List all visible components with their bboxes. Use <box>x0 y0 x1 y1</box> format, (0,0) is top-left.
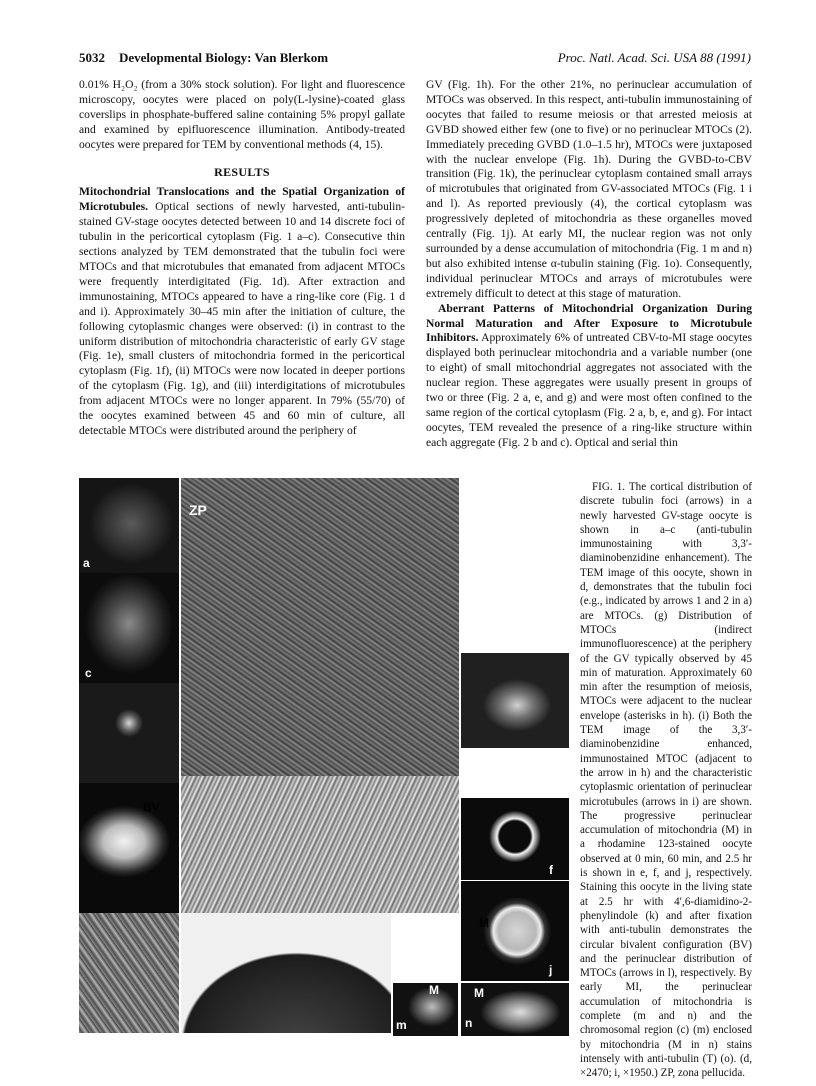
aberrant-paragraph <box>426 302 752 451</box>
panel-l-image <box>181 913 391 1033</box>
results-heading: RESULTS <box>214 164 270 179</box>
page-number: 5032 <box>79 50 105 65</box>
panel-a-image <box>79 478 179 573</box>
panel-n-label: n <box>465 1016 473 1030</box>
figure-1-caption <box>580 480 752 1080</box>
panel-f-label: f <box>549 863 553 877</box>
panel-m-label: m <box>396 1018 407 1032</box>
continued-paragraph: GV (Fig. 1h). For the other 21%, no perinuclear accumulation of MTOCs was observed. In this respect, anti-tubulin immunostaining of oocytes that failed to resume meiosis or that arrested meiosis at GVBD showed either few (one to five) or no perinuclear MTOCs (2). Immediately preceding GVBD (1.0–1.5 hr), MTOCs were juxtaposed with the nuclear envelope (Fig. 1h). During the GVBD-to-CBV transition (Fig. 1k), the perinuclear cytoplasm contained small arrays of microtubules that originated from GV-associated MTOCs (Fig. 1 i and l). As reported previously (4), the cortical cytoplasm was progressively depleted of mitochondria as these organelles moved centrally (Fig. 1j). At early MI, the nuclear region was not only surrounded by a dense accumulation of mitochondria (Fig. 1 m and n) but also exhibited intense α-tubulin staining (Fig. 1o). Consequently, individual perinuclear MTOCs and arrays of microtubules were extremely difficult to detect at this stage of maturation. <box>426 78 752 300</box>
figure-1-caption-text: FIG. 1. The cortical distribution of discrete tubulin foci (arrows) in a newly harvested GV-stage oocyte is shown in a–c (anti-tubulin immunostaining with 3,3′-diaminobenzidine enhancement). The TEM image of this oocyte, shown in d, demonstrates that the tubulin foci (e.g., indicated by arrows 1 and 2 in a) are MTOCs. (g) Distribution of MTOCs (indirect immunofluorescence) at the periphery of the GV typically observed by 45 min of maturation. Approximately 60 min after the resumption of meiosis, MTOCs were adjacent to the nuclear envelope (asterisks in h). (i) Both the TEM image of the 3,3′-diaminobenzidine enhanced, immunostained MTOC (adjacent to the arrow in h) and the characteristic cytoplasmic orientation of perinuclear microtubules (arrows in i) are shown. The progressive perinuclear accumulation of mitochondria (M) in a rhodamine 123-stained oocyte observed at 0 min, 60 min, and 2.5 hr is shown in e, f, and j, respectively. Staining this oocyte in the living state at 2.5 hr with 4′,6-diamidino-2-phenylindole (k) and after fixation with anti-tubulin demonstrates the circular bivalent configuration (BV) and the perinuclear distribution of MTOCs (arrows in l), respectively. By early MI, the perinuclear accumulation of mitochondria is complete (m and n) and the chromosomal region (c) (m) enclosed by mitochondria (M in n) stains intensely with anti-tubulin (T) (o). (d, ×2470; i, ×1950.) ZP, zona pellucida. <box>580 481 752 1080</box>
results-paragraph <box>79 185 405 438</box>
panel-k-image <box>461 653 569 748</box>
panel-d-tem-image <box>181 478 459 776</box>
panel-j-image <box>461 881 569 981</box>
panel-c-label: c <box>85 666 92 680</box>
panel-a-label: a <box>83 556 90 570</box>
panel-i-tem-image <box>181 776 459 913</box>
right-text-column <box>426 78 752 451</box>
panel-e-image <box>79 683 179 783</box>
panel-c-image <box>79 573 179 683</box>
page-header <box>79 50 751 68</box>
figure-1-plate <box>79 478 569 1036</box>
results-subheading: Mitochondrial Translocations and the Spatial Organization of Microtubules. <box>79 185 405 214</box>
panel-g-bv-label: BV <box>143 800 160 814</box>
panel-g-image <box>79 783 179 913</box>
panel-m-arrow-label: M <box>429 983 439 997</box>
aberrant-body: Approximately 6% of untreated CBV-to-MI stage oocytes displayed both perinuclear mitochondria and a variable number (one to eight) of small mitochondrial aggregates not associated with the nuclear region. These aggregates were usually present in groups of two or three (Fig. 2 a, e, and g) and were most often confined to the same region of the cortical cytoplasm (Fig. 2 a, b, e, and g). For intact oocytes, TEM revealed the presence of a ring-like structure within each aggregate (Fig. 2 b and c). Optical and serial thin <box>426 331 753 449</box>
methods-paragraph: 0.01% H₂O₂ (from a 30% stock solution). For light and fluorescence microscopy, oocytes were placed on poly(L-lysine)-coated glass coverslips in phosphate-buffered saline containing 5% propyl gallate and examined by epifluorescence illumination. Antibody-treated oocytes were prepared for TEM by conventional methods (4, 15). <box>79 78 405 151</box>
aberrant-subheading: Aberrant Patterns of Mitochondrial Organization During Normal Maturation and After Exposure to Microtubule Inhibitors. <box>426 301 752 345</box>
panel-j-m-label: M <box>479 916 489 930</box>
left-text-column <box>79 78 405 439</box>
journal-citation: Proc. Natl. Acad. Sci. USA 88 (1991) <box>557 50 751 65</box>
results-body: Optical sections of newly harvested, anti-tubulin-stained GV-stage oocytes detected between 10 and 14 discrete foci of tubulin in the pericortical cytoplasm (Fig. 1 a–c). Consecutive thin sections analyzed by TEM demonstrated that the tubulin foci were MTOCs and that microtubules that emanated from adjacent MTOCs were frequently interdigitated (Fig. 1d). After extraction and immunostaining, MTOCs appeared to have a ring-like core (Fig. 1 d and i). Approximately 30–45 min after the initiation of culture, the following cytoplasmic changes were observed: (i) in contrast to the uniform distribution of mitochondria characteristic of early GV stage (Fig. 1e), small clusters of mitochondria formed in the pericortical cytoplasm (Fig. 1f), (ii) MTOCs were now located in deeper portions of the cytoplasm (Fig. 1g), and (iii) interdigitations of microtubules from adjacent MTOCs were no longer apparent. In 79% (55/70) of the oocytes examined between 45 and 60 min of culture, all detectable MTOCs were distributed around the periphery of <box>79 200 405 437</box>
panel-n-arrow-label: M <box>474 986 484 1000</box>
panel-d-zp-label: ZP <box>189 502 207 518</box>
panel-j-label: j <box>549 963 553 977</box>
running-title: Developmental Biology: Van Blerkom <box>119 50 329 65</box>
panel-h-image <box>79 913 179 1033</box>
